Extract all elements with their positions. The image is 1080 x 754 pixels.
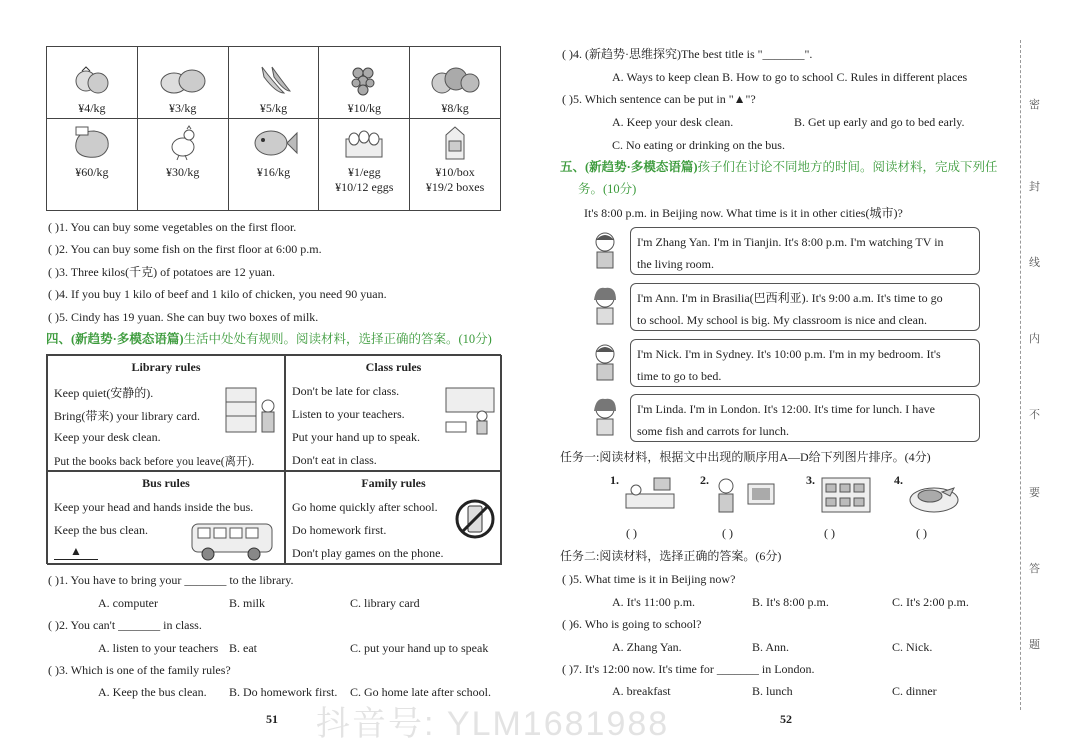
speech-line: to school. My school is big. My classroom is nice and clean. xyxy=(637,313,927,327)
library-rules-box xyxy=(47,355,285,471)
tv-picture-icon xyxy=(712,474,778,516)
question-4: ( )4. (新趋势·思维探究)The best title is "_______". xyxy=(562,47,813,61)
tomato-icon xyxy=(72,63,112,97)
rules-panel xyxy=(46,354,501,564)
picture-number: 2. xyxy=(700,473,709,487)
option-c: C. dinner xyxy=(892,684,937,698)
price-cell xyxy=(228,47,319,119)
classroom-illustration-icon xyxy=(442,386,498,436)
question-5: ( )5. What time is it in Beijing now? xyxy=(562,572,736,586)
speech-line: time to go to bed. xyxy=(637,369,722,383)
option-c: C. library card xyxy=(350,596,420,610)
speech-line: I'm Ann. I'm in Brasilia(巴西利亚). It's 9:00 a.m. It's time to go xyxy=(637,291,943,305)
fish-icon xyxy=(249,125,299,161)
price-label: ¥30/kg xyxy=(166,165,200,179)
girl-avatar-icon xyxy=(588,286,622,326)
price-cell xyxy=(319,119,410,211)
picture-number: 4. xyxy=(894,473,903,487)
chicken-icon xyxy=(165,125,201,161)
potato-icon xyxy=(158,63,208,97)
family-rules-title: Family rules xyxy=(361,476,426,490)
question-6: ( )6. Who is going to school? xyxy=(562,617,702,631)
rule-item: Keep your head and hands inside the bus. xyxy=(54,500,254,514)
price-label-2: ¥10/12 eggs xyxy=(335,180,394,194)
option-b: B. Ann. xyxy=(752,640,790,654)
page-number-left: 51 xyxy=(266,712,278,726)
rule-item: Put the books back before you leave(离开). xyxy=(54,456,255,468)
option-b: B. eat xyxy=(229,641,257,655)
bus-illustration-icon xyxy=(188,520,278,562)
speech-bubble xyxy=(630,339,980,387)
answer-paren: ( ) xyxy=(824,526,835,540)
section-heading-5-cont: 务。(10分) xyxy=(578,182,637,196)
price-cell xyxy=(410,47,501,119)
classroom-picture-icon xyxy=(818,474,874,516)
speech-line: the living room. xyxy=(637,257,714,271)
price-cell xyxy=(47,119,138,211)
option-a: A. breakfast xyxy=(612,684,671,698)
rule-item: Go home quickly after school. xyxy=(292,500,438,514)
rule-item: Keep the bus clean. xyxy=(54,523,148,537)
beef-icon xyxy=(70,125,114,161)
bed-picture-icon xyxy=(622,474,678,516)
option-a: A. It's 11:00 p.m. xyxy=(612,595,696,609)
section-tag: 四、(新趋势·多模态语篇) xyxy=(46,332,184,346)
section-text: 生活中处处有规则。阅读材料，选择正确的答案。(10分) xyxy=(183,332,492,346)
question-3: ( )3. Three kilos(千克) of potatoes are 12 yuan. xyxy=(48,265,276,279)
price-cell xyxy=(47,47,138,119)
seal-char: 内 xyxy=(1029,333,1040,345)
price-label: ¥1/egg xyxy=(347,165,381,179)
price-label: ¥8/kg xyxy=(441,101,469,115)
picture-number: 1. xyxy=(610,473,619,487)
option-c: C. It's 2:00 p.m. xyxy=(892,595,969,609)
blank-triangle-icon: ▲ xyxy=(70,544,82,558)
pepper-icon xyxy=(254,63,294,97)
apples-icon xyxy=(430,63,480,97)
question-5: ( )5. Cindy has 19 yuan. She can buy two boxes of milk. xyxy=(48,310,319,324)
option-a: A. Zhang Yan. xyxy=(612,640,682,654)
speech-line: I'm Linda. I'm in London. It's 12:00. It's time for lunch. I have xyxy=(637,402,935,416)
class-rules-box xyxy=(285,355,502,471)
library-illustration-icon xyxy=(224,386,280,436)
option-c: C. No eating or drinking on the bus. xyxy=(612,138,785,152)
section-heading-4 xyxy=(46,331,492,347)
option-b: B. milk xyxy=(229,596,266,610)
watermark: 抖音号: YLM1681988 xyxy=(316,705,670,743)
class-rules-title: Class rules xyxy=(365,360,422,374)
boy-avatar-icon xyxy=(588,230,622,270)
price-label: ¥3/kg xyxy=(169,101,197,115)
no-phone-icon xyxy=(454,498,496,540)
price-cell xyxy=(319,47,410,119)
rule-item: Don't be late for class. xyxy=(292,384,400,398)
library-rules-title: Library rules xyxy=(131,360,201,374)
option-a: A. Keep the bus clean. xyxy=(98,685,207,699)
speech-bubble xyxy=(630,394,980,442)
rule-item: Put your hand up to speak. xyxy=(292,430,420,444)
price-label: ¥16/kg xyxy=(256,165,291,179)
seal-char: 不 xyxy=(1029,409,1040,421)
option-b: B. It's 8:00 p.m. xyxy=(752,595,829,609)
task-2-heading: 任务二:阅读材料，选择正确的答案。(6分) xyxy=(560,549,782,563)
option-b: B. Get up early and go to bed early. xyxy=(794,115,965,129)
question-1: ( )1. You can buy some vegetables on the first floor. xyxy=(48,220,297,234)
question-2: ( )2. You can buy some fish on the first floor at 6:00 p.m. xyxy=(48,242,322,256)
price-table xyxy=(46,46,501,211)
section-tag: 五、(新趋势·多模态语篇) xyxy=(560,160,698,174)
seal-line xyxy=(1020,40,1044,710)
grapes-icon xyxy=(348,63,380,97)
option-c: C. Go home late after school. xyxy=(350,685,491,699)
seal-char: 线 xyxy=(1029,257,1040,269)
answer-paren: ( ) xyxy=(916,526,927,540)
rule-item: Don't eat in class. xyxy=(292,453,377,467)
page-number-right: 52 xyxy=(780,712,792,726)
price-label: ¥5/kg xyxy=(259,101,288,115)
seal-char: 答 xyxy=(1029,563,1040,575)
speech-bubble xyxy=(630,283,980,331)
question-5: ( )5. Which sentence can be put in "▲"? xyxy=(562,92,756,106)
picture-number: 3. xyxy=(806,473,815,487)
family-rules-box xyxy=(285,471,502,565)
speech-line: I'm Zhang Yan. I'm in Tianjin. It's 8:00 p.m. I'm watching TV in xyxy=(637,235,944,249)
price-cell xyxy=(410,119,501,211)
section-heading-5 xyxy=(560,159,998,175)
girl-avatar-icon xyxy=(588,397,622,437)
boy-avatar-icon xyxy=(588,342,622,382)
option-b: B. Do homework first. xyxy=(229,685,338,699)
answer-paren: ( ) xyxy=(626,526,637,540)
task-1-heading: 任务一:阅读材料，根据文中出现的顺序用A—D给下列图片排序。(4分) xyxy=(560,450,931,464)
answer-paren: ( ) xyxy=(722,526,733,540)
speech-bubble xyxy=(630,227,980,275)
price-label: ¥10/kg xyxy=(347,101,381,115)
question-7: ( )7. It's 12:00 now. It's time for _______ in London. xyxy=(562,662,815,676)
price-label-2: ¥19/2 boxes xyxy=(425,180,485,194)
question-4: ( )4. If you buy 1 kilo of beef and 1 kilo of chicken, you need 90 yuan. xyxy=(48,287,387,301)
rule-item: Bring(带来) your library card. xyxy=(54,409,200,423)
seal-char: 题 xyxy=(1029,639,1040,651)
question-1: ( )1. You have to bring your _______ to the library. xyxy=(48,573,294,587)
option-c: C. put your hand up to speak xyxy=(350,641,489,655)
intro-text: It's 8:00 p.m. in Beijing now. What time is it in other cities(城市)? xyxy=(584,206,903,220)
bus-rules-box xyxy=(47,471,285,565)
price-cell xyxy=(137,119,228,211)
seal-char: 封 xyxy=(1029,181,1040,193)
bus-rules-title: Bus rules xyxy=(142,476,190,490)
rule-item: Keep quiet(安静的). xyxy=(54,386,154,400)
seal-char: 密 xyxy=(1029,99,1040,111)
speech-line: I'm Nick. I'm in Sydney. It's 10:00 p.m. I'm in my bedroom. It's xyxy=(637,347,941,361)
option-b: B. lunch xyxy=(752,684,793,698)
milk-icon xyxy=(440,125,470,161)
seal-char: 要 xyxy=(1029,487,1040,499)
eggs-icon xyxy=(342,125,386,161)
question-3: ( )3. Which is one of the family rules? xyxy=(48,663,231,677)
speech-line: some fish and carrots for lunch. xyxy=(637,424,789,438)
rule-item: Don't play games on the phone. xyxy=(292,546,444,560)
price-cell xyxy=(137,47,228,119)
option-c: C. Nick. xyxy=(892,640,933,654)
rule-item: Listen to your teachers. xyxy=(292,407,405,421)
rule-item: Keep your desk clean. xyxy=(54,430,161,444)
rule-item: Do homework first. xyxy=(292,523,387,537)
price-cell xyxy=(228,119,319,211)
rule-blank xyxy=(54,544,98,560)
section-text: 孩子们在讨论不同地方的时间。阅读材料，完成下列任 xyxy=(697,160,998,174)
question-4-options: A. Ways to keep clean B. How to go to school C. Rules in different places xyxy=(612,70,968,84)
question-2: ( )2. You can't _______ in class. xyxy=(48,618,202,632)
option-a: A. computer xyxy=(98,596,158,610)
fish-carrots-picture-icon xyxy=(906,474,962,516)
price-label: ¥4/kg xyxy=(78,101,106,115)
price-label: ¥10/box xyxy=(435,165,475,179)
option-a: A. listen to your teachers xyxy=(98,641,219,655)
price-label: ¥60/kg xyxy=(75,165,109,179)
option-a: A. Keep your desk clean. xyxy=(612,115,734,129)
